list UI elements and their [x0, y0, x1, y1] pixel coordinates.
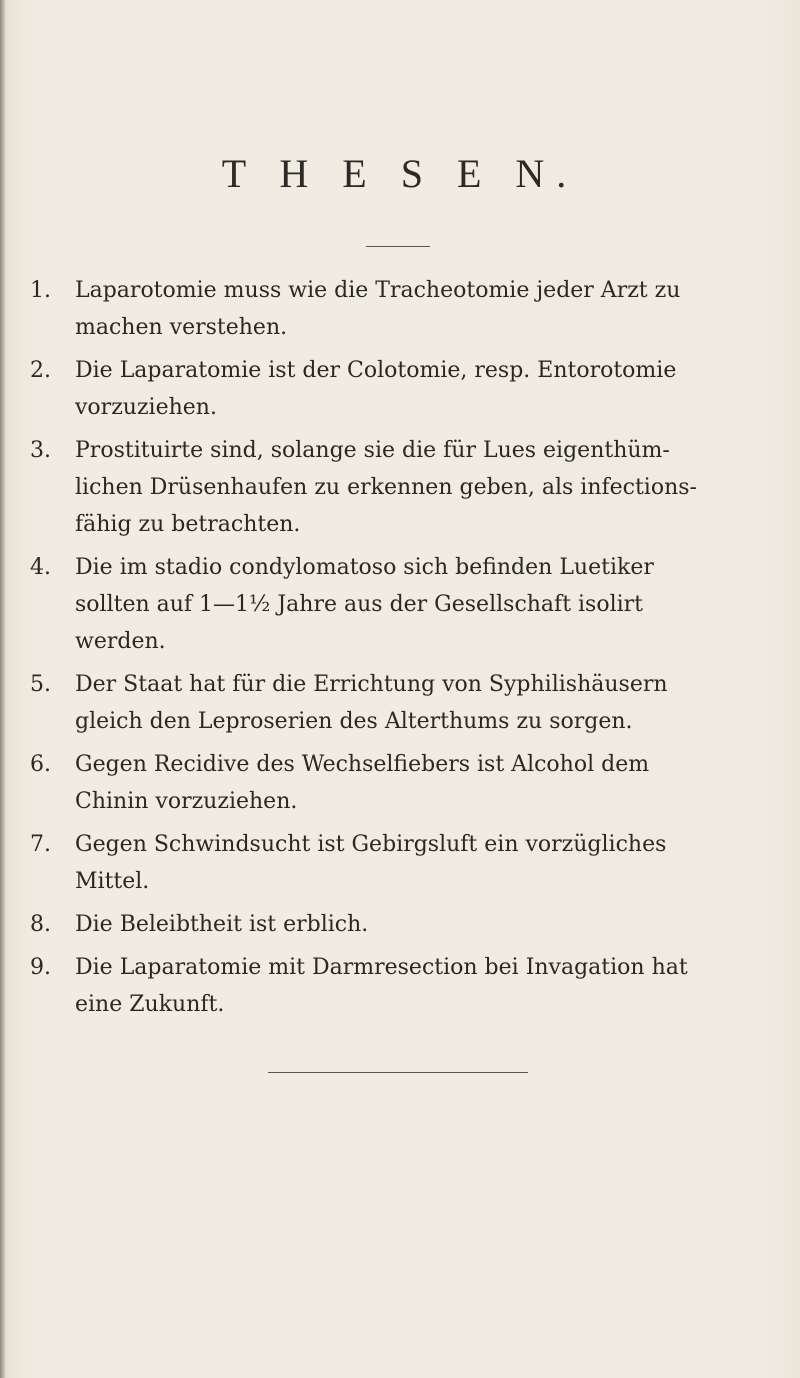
title-divider [366, 246, 430, 247]
thesis-item [30, 826, 710, 900]
thesis-item [30, 666, 710, 740]
thesis-number: 5. [30, 672, 51, 697]
thesis-text: Der Staat hat für die Errichtung von Syphilishäusern gleich den Leproserien des Alterthums zu sorgen. [75, 672, 668, 734]
thesis-number: 1. [30, 278, 51, 303]
thesis-text: Prostituirte sind, solange sie die für Lues eigenthüm-lichen Drüsenhaufen zu erkennen geben, als infections-fähig zu betrachten. [75, 438, 697, 537]
thesis-number: 6. [30, 752, 51, 777]
thesis-number: 4. [30, 555, 51, 580]
page-spine-edge [0, 0, 6, 1378]
thesis-item [30, 906, 710, 943]
thesis-number: 3. [30, 438, 51, 463]
thesis-item [30, 432, 710, 543]
thesis-text: Die Laparatomie mit Darmresection bei Invagation hat eine Zukunft. [75, 955, 688, 1017]
thesis-text: Die Beleibtheit ist erblich. [75, 912, 369, 937]
thesis-item [30, 746, 710, 820]
thesis-number: 2. [30, 358, 51, 383]
thesis-text: Gegen Schwindsucht ist Gebirgsluft ein vorzügliches Mittel. [75, 832, 667, 894]
theses-list [30, 272, 710, 1029]
thesis-item [30, 352, 710, 426]
thesis-text: Gegen Recidive des Wechselfiebers ist Alcohol dem Chinin vorzuziehen. [75, 752, 650, 814]
closing-divider [268, 1072, 528, 1073]
page-title: T H E S E N. [221, 151, 579, 196]
thesis-item [30, 549, 710, 660]
thesis-number: 9. [30, 955, 51, 980]
thesis-text: Laparotomie muss wie die Tracheotomie jeder Arzt zu machen verstehen. [75, 278, 681, 340]
thesis-number: 7. [30, 832, 51, 857]
thesis-text: Die Laparatomie ist der Colotomie, resp. Entorotomie vorzuziehen. [75, 358, 677, 420]
thesis-item [30, 272, 710, 346]
thesis-number: 8. [30, 912, 51, 937]
thesis-item [30, 949, 710, 1023]
thesis-text: Die im stadio condylomatoso sich befinden Luetiker sollten auf 1—1½ Jahre aus der Gesellschaft isolirt werden. [75, 555, 654, 654]
